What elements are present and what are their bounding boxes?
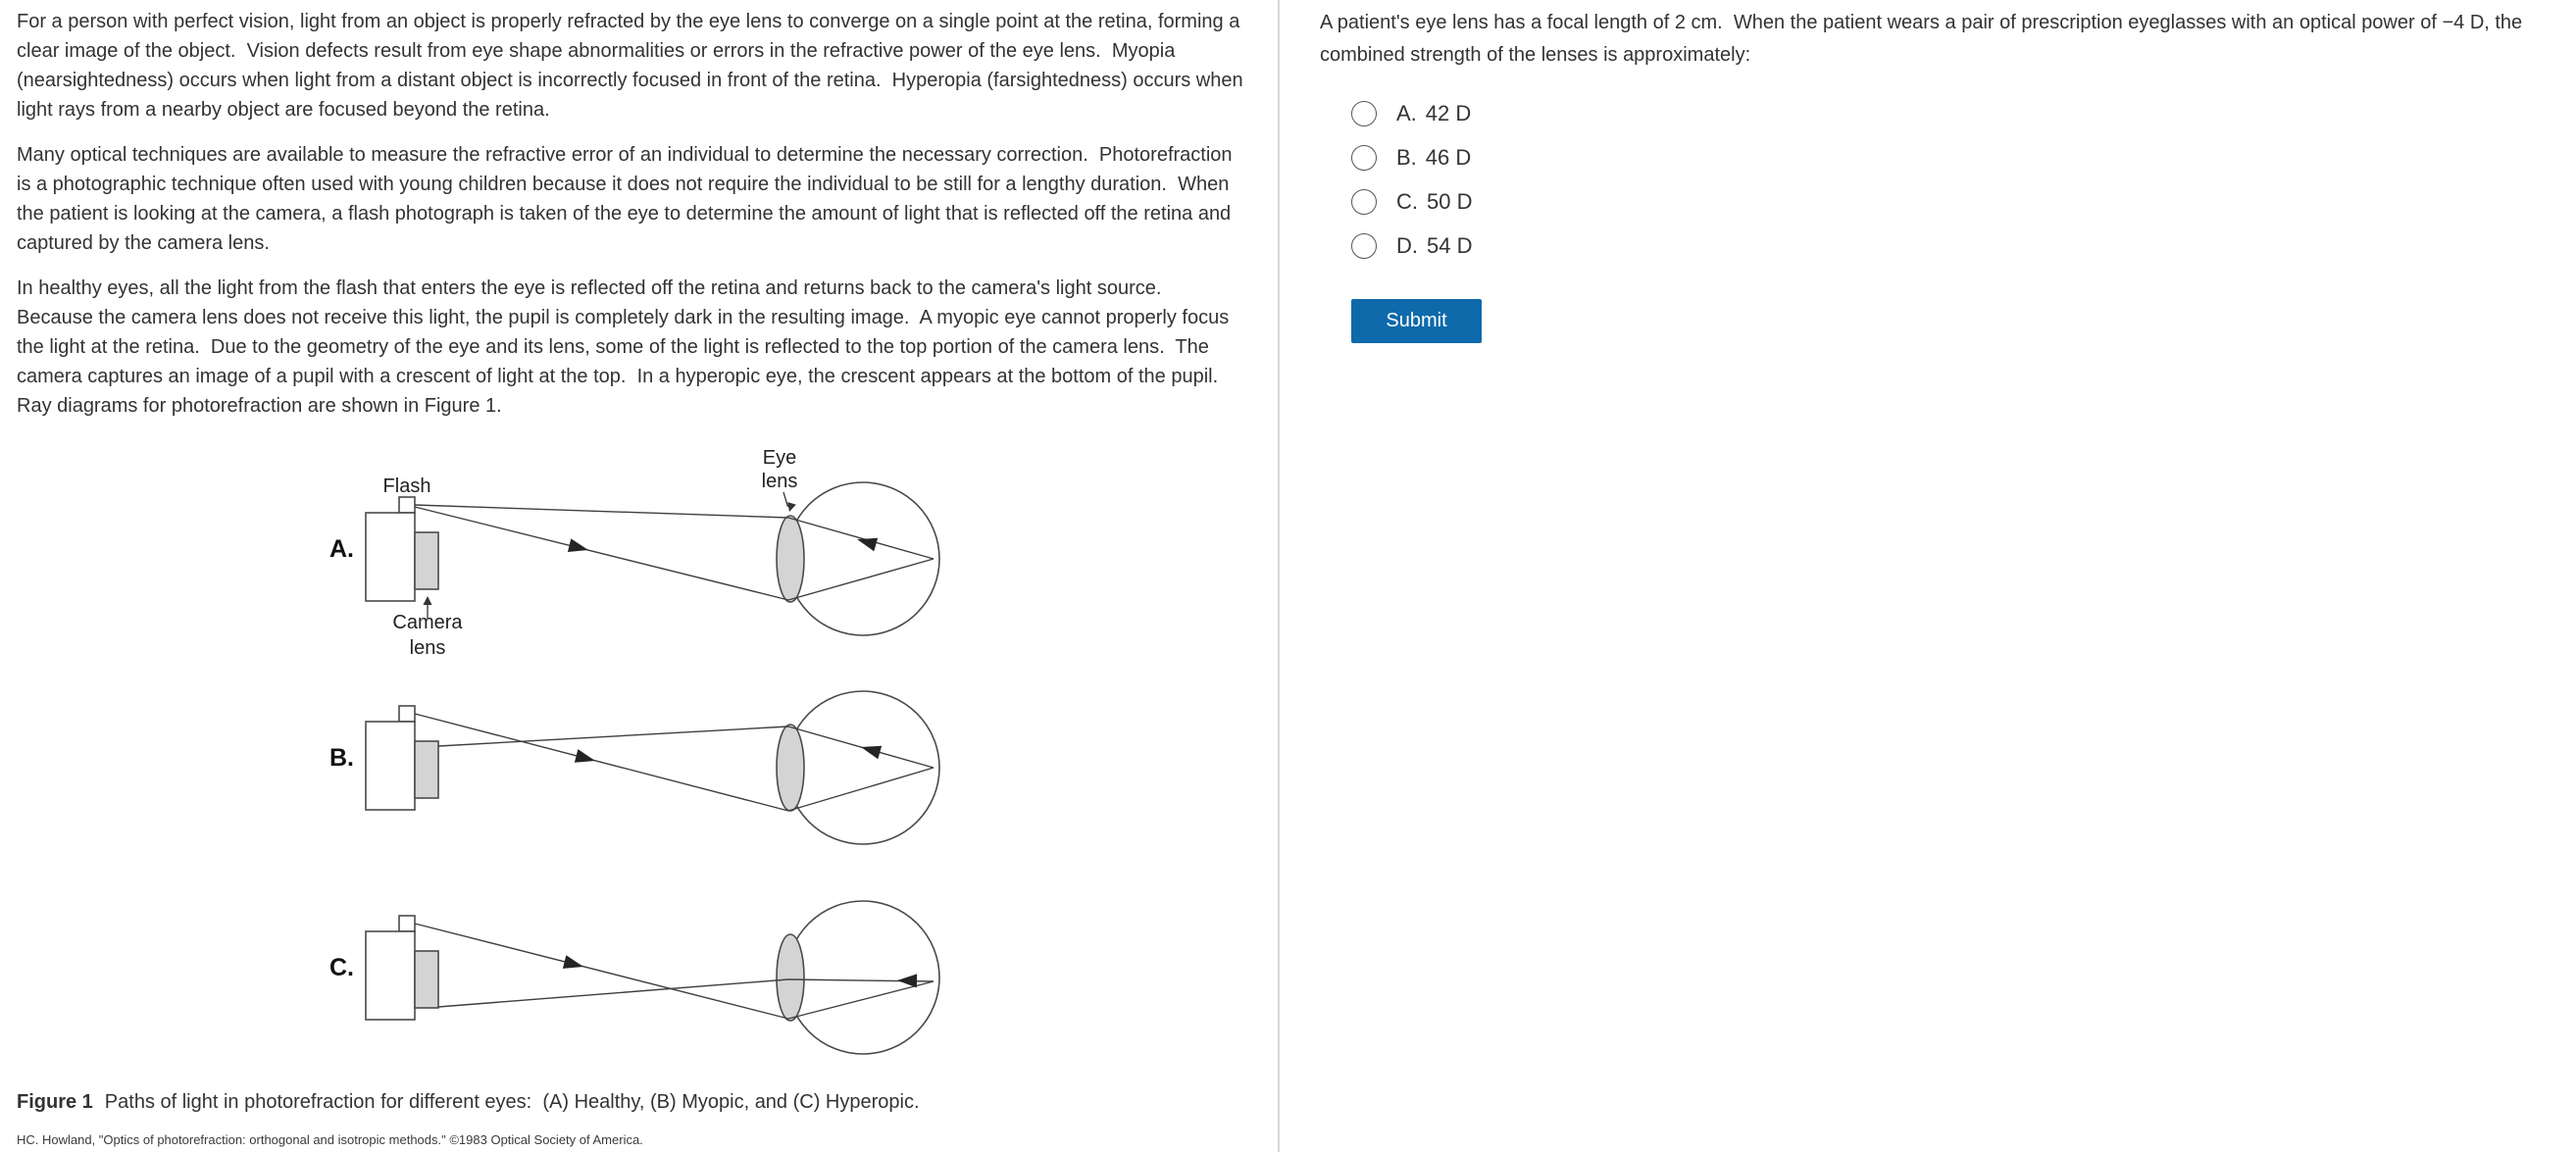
option-letter: A.	[1396, 101, 1417, 125]
passage-paragraph-1: For a person with perfect vision, light from an object is properly refracted by the eye lens to converge on a single point at the retina, forming a clear image of the object. Vision defects result from eye shape abnormalities or errors in the refractive power of the eye lens. Myopia (nearsightedness) occurs when light from a distant object is incorrectly focused in front of the retina. Hyperopia (farsightedness) occurs when light rays from a nearby object are focused beyond the retina.	[17, 11, 1249, 121]
option-letter: C.	[1396, 189, 1418, 214]
option-value: 42 D	[1425, 101, 1472, 125]
light-ray	[415, 507, 788, 600]
option-letter: B.	[1396, 145, 1417, 170]
radio-option-a[interactable]	[1351, 101, 1377, 126]
camera-lens-label-line2: lens	[409, 637, 446, 659]
light-ray	[415, 505, 788, 518]
answer-option-b[interactable]	[1351, 145, 2573, 171]
passage-panel	[17, 7, 1249, 1148]
camera-body	[366, 931, 415, 1020]
flash-unit	[399, 706, 415, 722]
camera-body	[366, 513, 415, 601]
question-text: A patient's eye lens has a focal length of 2 cm. When the patient wears a pair of prescription eyeglasses with an optical power of −4 D, the combined strength of the lenses is approximately:	[1320, 12, 2528, 66]
eye-lens-ellipse	[777, 516, 804, 602]
option-value: 54 D	[1427, 233, 1473, 258]
answer-option-d[interactable]	[1351, 233, 2573, 259]
radio-option-b[interactable]	[1351, 145, 1377, 171]
flash-label: Flash	[382, 476, 431, 497]
figure-caption	[17, 1087, 1244, 1117]
answer-option-c[interactable]	[1351, 189, 2573, 215]
light-ray	[415, 714, 788, 811]
submit-button[interactable]: Submit	[1351, 299, 1482, 343]
diagram-b-letter: B.	[329, 744, 354, 772]
diagram-c	[329, 901, 939, 1054]
light-ray	[438, 726, 788, 746]
question-panel	[1320, 7, 2573, 343]
option-value: 46 D	[1425, 145, 1472, 170]
camera-lens-pointer-head	[424, 596, 432, 605]
passage-paragraph-2: Many optical techniques are available to measure the refractive error of an individual to determine the necessary correction. Photorefraction is a photographic technique often used with young children because it does not require the individual to be still for a lengthy duration. When the patient is looking at the camera, a flash photograph is taken of the eye to determine the amount of light that is reflected off the retina and captured by the camera lens.	[17, 144, 1238, 254]
answer-options	[1351, 101, 2573, 259]
figure-citation: HC. Howland, "Optics of photorefraction: orthogonal and isotropic methods." ©1983 Optical Society of America.	[17, 1132, 643, 1147]
eye-globe	[786, 482, 939, 635]
figure-caption-label: Figure 1	[17, 1091, 93, 1113]
light-ray	[438, 979, 788, 1007]
eye-lens-ellipse	[777, 934, 804, 1021]
eye-globe	[786, 691, 939, 844]
camera-body	[366, 722, 415, 810]
eye-lens-pointer	[783, 492, 788, 507]
diagram-c-letter: C.	[329, 954, 354, 981]
camera-lens-rect	[415, 951, 438, 1008]
radio-option-d[interactable]	[1351, 233, 1377, 259]
ray-arrowhead	[563, 955, 585, 974]
ray-arrowhead	[568, 538, 590, 556]
eye-lens-label-line2: lens	[761, 471, 798, 492]
diagram-a	[329, 447, 939, 659]
eye-lens-ellipse	[777, 725, 804, 811]
diagram-b	[329, 691, 939, 844]
panel-divider	[1278, 0, 1280, 1152]
passage-paragraph-3: In healthy eyes, all the light from the flash that enters the eye is reflected off the retina and returns back to the camera's light source. Because the camera lens does not receive this light, the pupil is completely dark in the resulting image. A myopic eye cannot properly focus the light at the retina. Due to the geometry of the eye and its lens, some of the light is reflected to the top portion of the camera lens. The camera captures an image of a pupil with a crescent of light at the top. In a hyperopic eye, the crescent appears at the bottom of the pupil. Ray diagrams for photorefraction are shown in Figure 1.	[17, 277, 1235, 417]
diagram-a-letter: A.	[329, 535, 354, 563]
ray-arrowhead	[575, 749, 597, 768]
flash-unit	[399, 497, 415, 513]
figure-caption-text: Paths of light in photorefraction for different eyes: (A) Healthy, (B) Myopic, and (C) Hyperopic.	[104, 1091, 920, 1113]
radio-option-c[interactable]	[1351, 189, 1377, 215]
camera-lens-rect	[415, 741, 438, 798]
option-value: 50 D	[1427, 189, 1473, 214]
camera-lens-rect	[415, 532, 438, 589]
answer-option-a[interactable]	[1351, 101, 2573, 126]
flash-unit	[399, 916, 415, 931]
option-letter: D.	[1396, 233, 1418, 258]
eye-lens-label-line1: Eye	[762, 447, 797, 469]
figure-1	[284, 436, 990, 1083]
camera-lens-label-line1: Camera	[392, 612, 463, 633]
figure-1-diagram	[284, 436, 990, 1083]
